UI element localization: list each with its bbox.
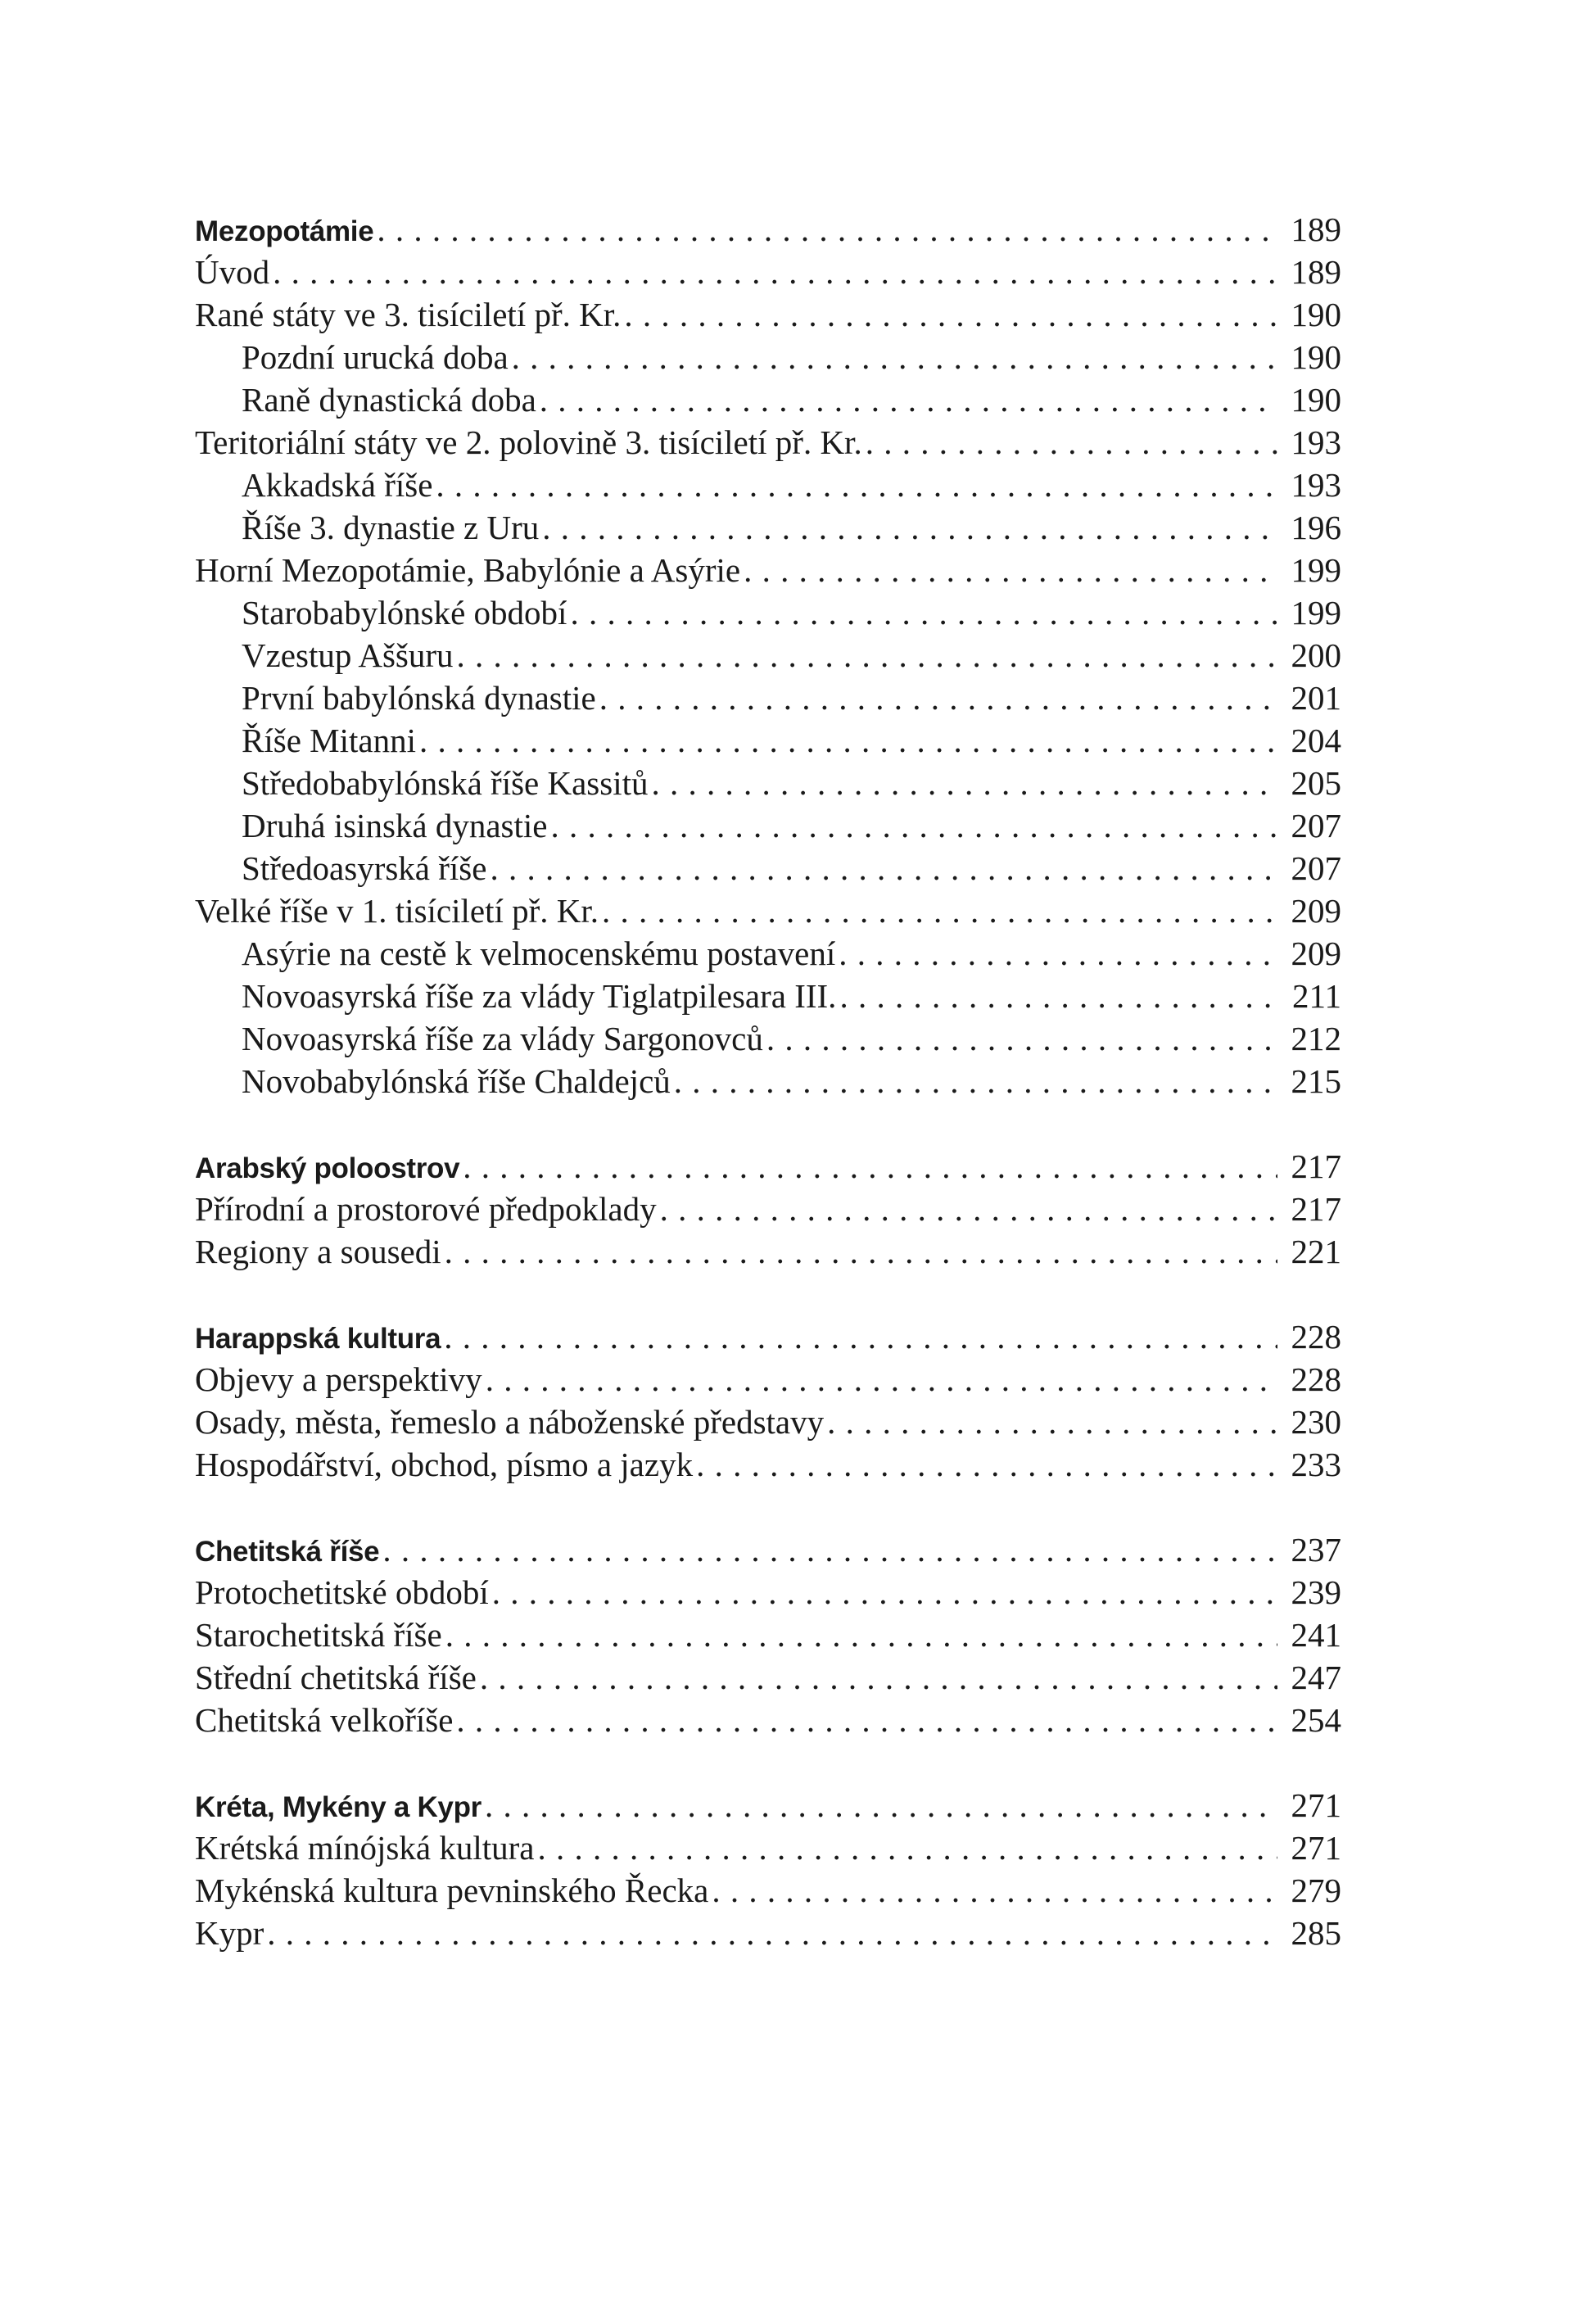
toc-entry-title: Přírodní a prostorové předpoklady — [195, 1190, 657, 1228]
dot-leader — [621, 293, 1277, 336]
dot-leader — [547, 804, 1277, 847]
toc-section-entry — [195, 421, 1341, 464]
toc-entry-title: První babylónská dynastie — [242, 679, 596, 717]
toc-entry-title: Vzestup Aššuru — [242, 636, 454, 674]
toc-chapter-heading — [195, 208, 1341, 251]
toc-page-number: 196 — [1291, 509, 1341, 546]
toc-section-entry — [195, 1571, 1341, 1614]
dot-leader — [432, 464, 1277, 506]
toc-page-number: 211 — [1292, 977, 1341, 1015]
toc-section-entry — [195, 1188, 1341, 1230]
dot-leader — [482, 1784, 1277, 1826]
toc-entry-title: Krétská mínójská kultura — [195, 1829, 535, 1867]
dot-leader — [373, 208, 1277, 251]
toc-page-number: 209 — [1291, 935, 1341, 972]
dot-leader — [454, 634, 1277, 677]
toc-subsection-entry — [195, 975, 1341, 1017]
toc-subsection-entry — [195, 464, 1341, 506]
toc-page-number: 241 — [1291, 1616, 1341, 1654]
toc-page-number: 190 — [1291, 296, 1341, 333]
toc-entry-title: Novoasyrská říše za vlády Sargonovců — [242, 1020, 763, 1057]
toc-page-number: 190 — [1291, 381, 1341, 419]
toc-page-number: 215 — [1291, 1062, 1341, 1100]
dot-leader — [671, 1060, 1277, 1102]
toc-chapter-heading — [195, 1315, 1341, 1358]
toc-entry-title: Rané státy ve 3. tisíciletí př. Kr. — [195, 296, 622, 333]
dot-leader — [264, 1912, 1277, 1954]
dot-leader — [836, 975, 1277, 1017]
toc-entry-title: Arabský poloostrov — [195, 1152, 460, 1184]
dot-leader — [567, 591, 1277, 634]
toc-chapter-heading — [195, 1145, 1341, 1188]
dot-leader — [740, 549, 1277, 591]
toc-page-number: 212 — [1291, 1020, 1341, 1057]
toc-subsection-entry — [195, 1060, 1341, 1102]
toc-entry-title: Raně dynastická doba — [242, 381, 536, 419]
toc-page-number: 228 — [1291, 1318, 1341, 1356]
toc-page-number: 254 — [1291, 1701, 1341, 1739]
toc-entry-title: Kréta, Mykény a Kypr — [195, 1791, 482, 1823]
dot-leader — [509, 336, 1277, 378]
toc-entry-title: Starobabylónské období — [242, 594, 567, 631]
dot-leader — [596, 677, 1277, 719]
toc-entry-title: Horní Mezopotámie, Babylónie a Asýrie — [195, 551, 741, 589]
dot-leader — [708, 1869, 1277, 1912]
toc-entry-title: Pozdní urucká doba — [242, 338, 509, 376]
toc-page-number: 207 — [1291, 849, 1341, 887]
dot-leader — [482, 1358, 1277, 1401]
toc-section-entry — [195, 1826, 1341, 1869]
toc-entry-title: Teritoriální státy ve 2. polovině 3. tisíciletí př. Kr. — [195, 423, 862, 461]
toc-page-number: 193 — [1291, 423, 1341, 461]
toc-subsection-entry — [195, 591, 1341, 634]
toc-entry-title: Středoasyrská říše — [242, 849, 487, 887]
toc-entry-title: Hospodářství, obchod, písmo a jazyk — [195, 1446, 694, 1483]
toc-page-number: 271 — [1291, 1829, 1341, 1867]
toc-page-number: 285 — [1291, 1914, 1341, 1952]
toc-subsection-entry — [195, 847, 1341, 889]
toc-page-number: 233 — [1291, 1446, 1341, 1483]
dot-leader — [536, 378, 1277, 421]
toc-entry-title: Druhá isinská dynastie — [242, 807, 548, 844]
toc-entry-title: Regiony a sousedi — [195, 1233, 441, 1270]
toc-section-entry — [195, 251, 1341, 293]
dot-leader — [599, 889, 1277, 932]
toc-section-entry — [195, 1912, 1341, 1954]
toc-section-entry — [195, 889, 1341, 932]
toc-entry-title: Chetitská říše — [195, 1536, 380, 1568]
toc-page-number: 209 — [1291, 892, 1341, 930]
dot-leader — [862, 421, 1277, 464]
toc-entry-title: Objevy a perspektivy — [195, 1360, 482, 1398]
dot-leader — [489, 1571, 1277, 1614]
dot-leader — [453, 1699, 1277, 1741]
dot-leader — [379, 1528, 1277, 1571]
dot-leader — [539, 506, 1277, 549]
toc-entry-title: Středobabylónská říše Kassitů — [242, 764, 649, 802]
dot-leader — [657, 1188, 1277, 1230]
toc-entry-title: Mezopotámie — [195, 215, 374, 247]
toc-page-number: 247 — [1291, 1659, 1341, 1696]
toc-page-number: 239 — [1291, 1573, 1341, 1611]
toc-entry-title: Starochetitská říše — [195, 1616, 442, 1654]
toc-subsection-entry — [195, 506, 1341, 549]
toc-chapter-heading — [195, 1528, 1341, 1571]
toc-page-number: 228 — [1291, 1360, 1341, 1398]
toc-subsection-entry — [195, 804, 1341, 847]
toc-subsection-entry — [195, 719, 1341, 762]
toc-entry-title: Úvod — [195, 253, 270, 291]
toc-section-entry — [195, 1869, 1341, 1912]
toc-subsection-entry — [195, 336, 1341, 378]
toc-section-entry — [195, 1401, 1341, 1443]
toc-page-number: 279 — [1291, 1872, 1341, 1909]
toc-page-number: 230 — [1291, 1403, 1341, 1441]
toc-entry-title: Novobabylónská říše Chaldejců — [242, 1062, 671, 1100]
toc-page-number: 237 — [1291, 1531, 1341, 1568]
toc-entry-title: Kypr — [195, 1914, 264, 1952]
toc-subsection-entry — [195, 677, 1341, 719]
dot-leader — [441, 1315, 1277, 1358]
toc-entry-title: Novoasyrská říše za vlády Tiglatpilesara III. — [242, 977, 837, 1015]
dot-leader — [763, 1017, 1277, 1060]
toc-page-number: 201 — [1291, 679, 1341, 717]
toc-section-entry — [195, 1614, 1341, 1656]
toc-section-entry — [195, 1443, 1341, 1486]
toc-page-number: 217 — [1291, 1147, 1341, 1185]
toc-entry-title: Akkadská říše — [242, 466, 433, 504]
toc-section-entry — [195, 293, 1341, 336]
dot-leader — [835, 932, 1277, 975]
toc-entry-title: Střední chetitská říše — [195, 1659, 477, 1696]
toc-chapter-heading — [195, 1784, 1341, 1826]
dot-leader — [416, 719, 1277, 762]
toc-entry-title: Chetitská velkoříše — [195, 1701, 454, 1739]
toc-page-number: 199 — [1291, 551, 1341, 589]
dot-leader — [269, 251, 1277, 293]
toc-section-entry — [195, 549, 1341, 591]
toc-page-number: 199 — [1291, 594, 1341, 631]
toc-page-number: 221 — [1291, 1233, 1341, 1270]
toc-page-number: 217 — [1291, 1190, 1341, 1228]
toc-entry-title: Říše 3. dynastie z Uru — [242, 509, 540, 546]
dot-leader — [441, 1230, 1277, 1273]
toc-subsection-entry — [195, 762, 1341, 804]
table-of-contents — [195, 208, 1341, 1954]
toc-subsection-entry — [195, 1017, 1341, 1060]
dot-leader — [534, 1826, 1277, 1869]
toc-entry-title: Protochetitské období — [195, 1573, 489, 1611]
dot-leader — [486, 847, 1277, 889]
dot-leader — [648, 762, 1277, 804]
dot-leader — [477, 1656, 1277, 1699]
toc-entry-title: Mykénská kultura pevninského Řecka — [195, 1872, 709, 1909]
toc-page-number: 190 — [1291, 338, 1341, 376]
toc-page-number: 204 — [1291, 722, 1341, 759]
toc-section-entry — [195, 1358, 1341, 1401]
dot-leader — [693, 1443, 1277, 1486]
toc-entry-title: Velké říše v 1. tisíciletí př. Kr. — [195, 892, 599, 930]
toc-page-number: 189 — [1291, 253, 1341, 291]
toc-page-number: 200 — [1291, 636, 1341, 674]
toc-subsection-entry — [195, 634, 1341, 677]
toc-page-number: 271 — [1291, 1786, 1341, 1824]
toc-section-entry — [195, 1230, 1341, 1273]
dot-leader — [459, 1145, 1277, 1188]
toc-page-number: 193 — [1291, 466, 1341, 504]
toc-page-number: 207 — [1291, 807, 1341, 844]
toc-section-entry — [195, 1699, 1341, 1741]
toc-entry-title: Asýrie na cestě k velmocenskému postavení — [242, 935, 836, 972]
dot-leader — [442, 1614, 1277, 1656]
dot-leader — [824, 1401, 1277, 1443]
toc-page-number: 205 — [1291, 764, 1341, 802]
toc-page-number: 189 — [1291, 210, 1341, 248]
toc-subsection-entry — [195, 378, 1341, 421]
toc-entry-title: Harappská kultura — [195, 1323, 441, 1355]
toc-section-entry — [195, 1656, 1341, 1699]
toc-entry-title: Osady, města, řemeslo a náboženské představy — [195, 1403, 825, 1441]
toc-entry-title: Říše Mitanni — [242, 722, 416, 759]
toc-subsection-entry — [195, 932, 1341, 975]
